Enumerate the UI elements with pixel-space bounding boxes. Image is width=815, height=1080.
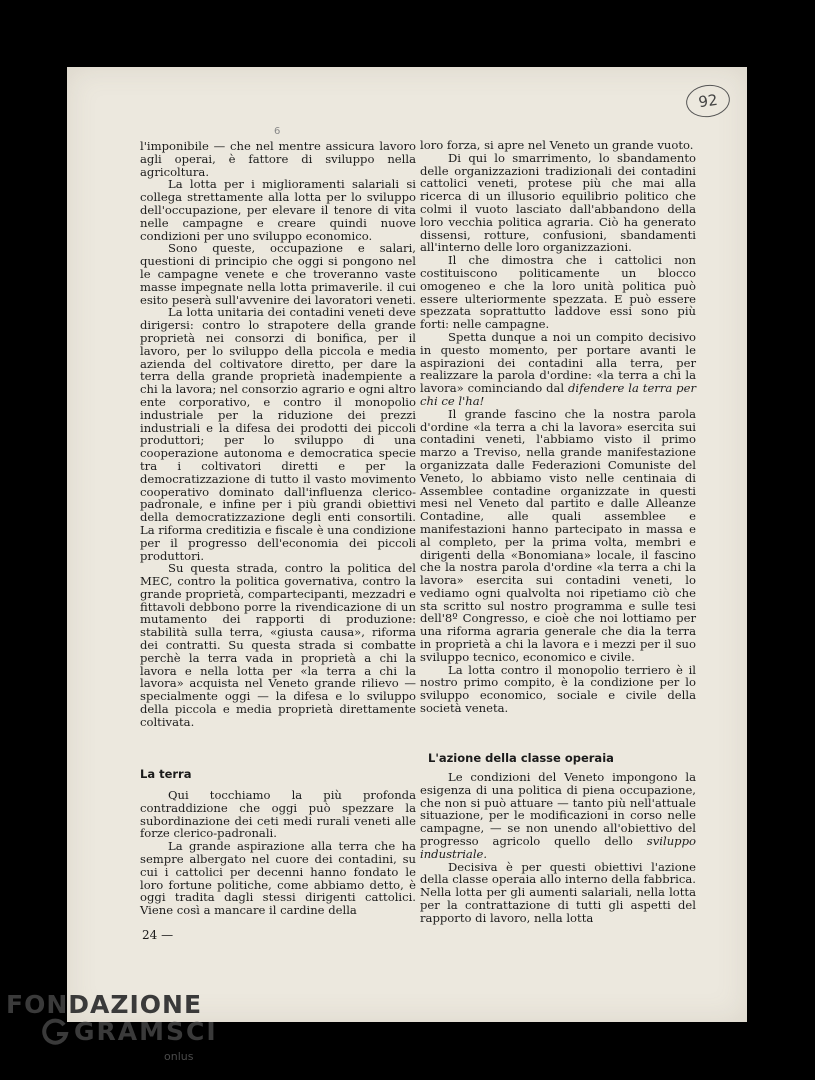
paragraph-text: Le condizioni del Veneto impongono la esigenza di una politica di piena occupazione, che non si può attuare — tanto più nell'attuale situazione, per le modificazioni in corso nelle campagne, — se non unendo all'obiettivo del progresso agricolo quello dello <box>420 770 696 848</box>
paragraph: Sono queste, occupazione e salari, questioni di principio che oggi si pongono nel le campagne venete e che troveranno vaste masse impegnate nella lotta primaverile. il cui esito peserà sull'avvenire dei lavoratori veneti. <box>140 241 416 307</box>
italic-phrase: sviluppo industriale. <box>420 833 696 861</box>
paragraph: Qui tocchiamo la più profonda contraddizione che oggi può spezzare la subordinazione dei ceti medi rurali veneti alle forze clerico-padronali. <box>140 788 416 841</box>
paragraph: La lotta per i miglioramenti salariali si collega strettamente alla lotta per lo sviluppo dell'occupazione, per elevare il tenore di vita nelle campagne e creare quindi nuove condizioni per uno sviluppo economico. <box>140 177 416 243</box>
paragraph <box>420 331 696 408</box>
fondazione-gramsci-logo <box>6 990 218 1063</box>
paragraph <box>420 771 696 861</box>
pencil-mark: 6 <box>274 126 281 137</box>
right-column <box>420 139 696 715</box>
paragraph: Su questa strada, contro la politica del MEC, contro la politica governativa, contro la grande proprietà, compartecipanti, mezzadri e fittavoli debbono porre la rivendicazione di un mutamento dei rapporti di produzione: stabilità sulla terra, «giusta causa», riforma dei contratti. Su questa strada si combatte perchè la terra vada in proprietà a chi la lavora e nella lotta per «la terra a chi la lavora» acquista nel Veneto grande rilievo — specialmente oggi — la difesa e lo sviluppo della piccola e media proprietà direttamente coltivata. <box>140 561 416 729</box>
logo-line-1: FONDAZIONE <box>6 990 203 1019</box>
right-column-section <box>420 771 696 925</box>
gramsci-g-icon <box>42 1018 70 1046</box>
paragraph: Di qui lo smarrimento, lo sbandamento delle organizzazioni tradizionali dei contadini cattolici veneti, protese più che mai alla ricerca di un illusorio equilibrio politico che colmi il vuoto lasciato dall'abbandono della loro vecchia politica agraria. Ciò ha generato dissensi, rotture, confusioni, sbandamenti all'interno delle loro organizzazioni. <box>420 150 696 255</box>
paragraph: l'imponibile — che nel mentre assicura lavoro agli operai, è fattore di sviluppo nella agricoltura. <box>140 139 416 179</box>
section-heading-azione-classe-operaia: L'azione della classe operaia <box>428 751 614 765</box>
page-number: 24 — <box>142 928 174 942</box>
left-column-section <box>140 789 416 917</box>
section-heading-la-terra: La terra <box>140 767 192 781</box>
logo-line-2 <box>42 1018 218 1046</box>
paragraph: loro forza, si apre nel Veneto un grande vuoto. <box>420 138 694 152</box>
paragraph: La lotta unitaria dei contadini veneti deve dirigersi: contro lo strapotere della grande proprietà nei consorzi di bonifica, per il lavoro, per lo sviluppo della piccola e media azienda del coltivatore diretto, per dare la terra della grande proprietà inadempiente a chi la lavora; nel consorzio agrario e ogni altro ente corporativo, e contro il monopolio industriale per la riduzione dei prezzi industriali e la difesa dei prodotti dei piccoli produttori; per lo sviluppo di una cooperazione autonoma e democratica specie tra i coltivatori diretti e per la democratizzazione di tutto il vasto movimento cooperativo dominato dall'influenza clerico-padronale, e infine per i più grandi obiettivi della democratizzazione degli enti consortili. La riforma creditizia e fiscale è una condizione per il progresso dell'economia dei piccoli produttori. <box>140 305 416 563</box>
paragraph: La grande aspirazione alla terra che ha sempre albergato nel cuore dei contadini, su cui i cattolici per decenni hanno fondato le loro fortune politiche, come abbiamo detto, è oggi tradita dagli stessi dirigenti cattolici. Viene così a mancare il cardine della <box>140 839 416 918</box>
archive-number: 92 <box>684 82 732 120</box>
left-column <box>140 140 416 729</box>
logo-line-3: onlus <box>164 1050 194 1063</box>
paragraph: Il che dimostra che i cattolici non costituiscono politicamente un blocco omogeneo e che la loro unità politica può essere ulteriormente spezzata. E può essere spezzata soprattutto laddove essi sono più forti: nelle campagne. <box>420 253 696 332</box>
paragraph-text: Spetta dunque a noi un compito decisivo in questo momento, per portare avanti le aspirazioni dei contadini alla terra, per realizzare la parola d'ordine: «la terra a chi la lavora» cominciando dal <box>420 329 696 396</box>
logo-line-2-text: GRAMSCI <box>74 1017 218 1046</box>
paragraph: Decisiva è per questi obiettivi l'azione della classe operaia allo interno della fabbrica. Nella lotta per gli aumenti salariali, nella lotta per la contrattazione di tutti gli aspetti del rapporto di lavoro, nella lotta <box>420 859 696 925</box>
italic-phrase: difendere la terra per chi ce l'ha! <box>420 381 696 408</box>
paragraph: La lotta contro il monopolio terriero è il nostro primo compito, è la condizione per lo sviluppo economico, sociale e civile della società veneta. <box>420 662 696 716</box>
paragraph: Il grande fascino che la nostra parola d'ordine «la terra a chi la lavora» esercita sui contadini veneti, l'abbiamo visto il primo marzo a Treviso, nella grande manifestazione organizzata dalle Federazioni Comuniste del Veneto, lo abbiamo visto nelle centinaia di Assemblee contadine organizzate in questi mesi nel Veneto dal partito e dalle Alleanze Contadine, alle quali assemblee e manifestazioni hanno partecipato in massa e al completo, per la prima volta, membri e dirigenti della «Bonomiana» locale, il fascino che la nostra parola d'ordine «la terra a chi la lavora» esercita sui contadini veneti, lo vediamo ogni qualvolta noi ripetiamo ciò che sta scritto sul nostro programma e sulle tesi dell'8º Congresso, e cioè che noi lottiamo per una riforma agraria generale che dia la terra in proprietà a chi la lavora e i mezzi per il suo sviluppo tecnico, economico e civile. <box>420 406 696 664</box>
